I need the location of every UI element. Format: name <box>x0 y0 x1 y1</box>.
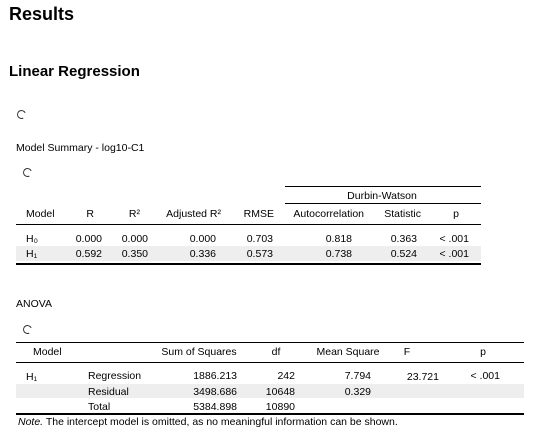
an-cell: < .001 <box>470 370 500 382</box>
durbin-watson-header: Durbin-Watson <box>347 190 417 202</box>
ms-col-statistic: Statistic <box>384 208 421 220</box>
an-col-model: Model <box>33 346 62 358</box>
an-col-f: F <box>403 346 411 358</box>
ms-cell: 0.818 <box>325 233 352 245</box>
an-cell: Residual <box>88 386 129 398</box>
ms-cell: < .001 <box>439 233 469 245</box>
anova-top-rule <box>16 342 524 343</box>
ms-col-p: p <box>453 208 459 220</box>
ms-cell: H₀ <box>26 233 38 245</box>
ms-cell: 0.336 <box>189 248 216 260</box>
anova-spinner-icon <box>22 324 34 336</box>
model-summary-caption: Model Summary - log10-C1 <box>16 142 145 154</box>
ms-header-rule <box>16 224 481 225</box>
ms-cell: 0.592 <box>75 248 102 260</box>
ms-cell: 0.573 <box>246 248 273 260</box>
ms-cell: 0.703 <box>246 233 273 245</box>
model-summary-top-rule <box>285 186 481 187</box>
ms-col-r2: R² <box>128 208 140 220</box>
note-label: Note. <box>18 416 44 428</box>
ms-col-autocorrelation: Autocorrelation <box>293 208 364 220</box>
ms-cell: 0.738 <box>325 248 352 260</box>
ms-bottom-rule <box>16 263 481 265</box>
an-cell: 7.794 <box>344 370 371 382</box>
loading-spinner-icon <box>16 109 28 121</box>
an-cell: 0.329 <box>344 386 371 398</box>
note-text: The intercept model is omitted, as no meaningful information can be shown. <box>43 416 398 428</box>
an-cell: 10890 <box>265 401 295 413</box>
an-col-p: p <box>480 346 486 358</box>
model-summary-spinner-icon <box>22 167 34 179</box>
ms-cell: 0.350 <box>121 248 148 260</box>
an-cell: 23.721 <box>406 371 439 383</box>
an-cell: Regression <box>88 370 142 382</box>
an-cell: 10648 <box>265 386 295 398</box>
durbin-watson-rule <box>285 203 481 204</box>
an-col-sum-squares: Sum of Squares <box>161 346 237 358</box>
ms-cell: 0.524 <box>390 248 417 260</box>
ms-col-adj-r2: Adjusted R² <box>166 208 221 220</box>
ms-cell: 0.000 <box>75 233 102 245</box>
an-cell: 5384.898 <box>193 401 237 413</box>
an-col-mean-square: Mean Square <box>316 346 380 358</box>
table-note <box>18 416 398 428</box>
section-title: Linear Regression <box>9 63 140 80</box>
ms-cell: 0.000 <box>189 233 216 245</box>
page-title: Results <box>9 4 75 24</box>
ms-cell: < .001 <box>439 248 469 260</box>
an-cell: Total <box>88 401 111 413</box>
ms-col-model: Model <box>26 208 55 220</box>
ms-cell: 0.000 <box>121 233 148 245</box>
anova-caption: ANOVA <box>16 298 52 310</box>
ms-col-rmse: RMSE <box>243 208 274 220</box>
an-col-df: df <box>271 346 281 358</box>
an-cell: 242 <box>277 370 295 382</box>
ms-cell: H₁ <box>26 248 38 260</box>
ms-col-r: R <box>86 208 94 220</box>
an-bottom-rule <box>16 413 524 415</box>
an-cell: H₁ <box>26 371 38 383</box>
an-header-rule <box>16 362 524 363</box>
an-cell: 3498.686 <box>193 386 237 398</box>
an-cell: 1886.213 <box>193 370 237 382</box>
ms-cell: 0.363 <box>390 233 417 245</box>
